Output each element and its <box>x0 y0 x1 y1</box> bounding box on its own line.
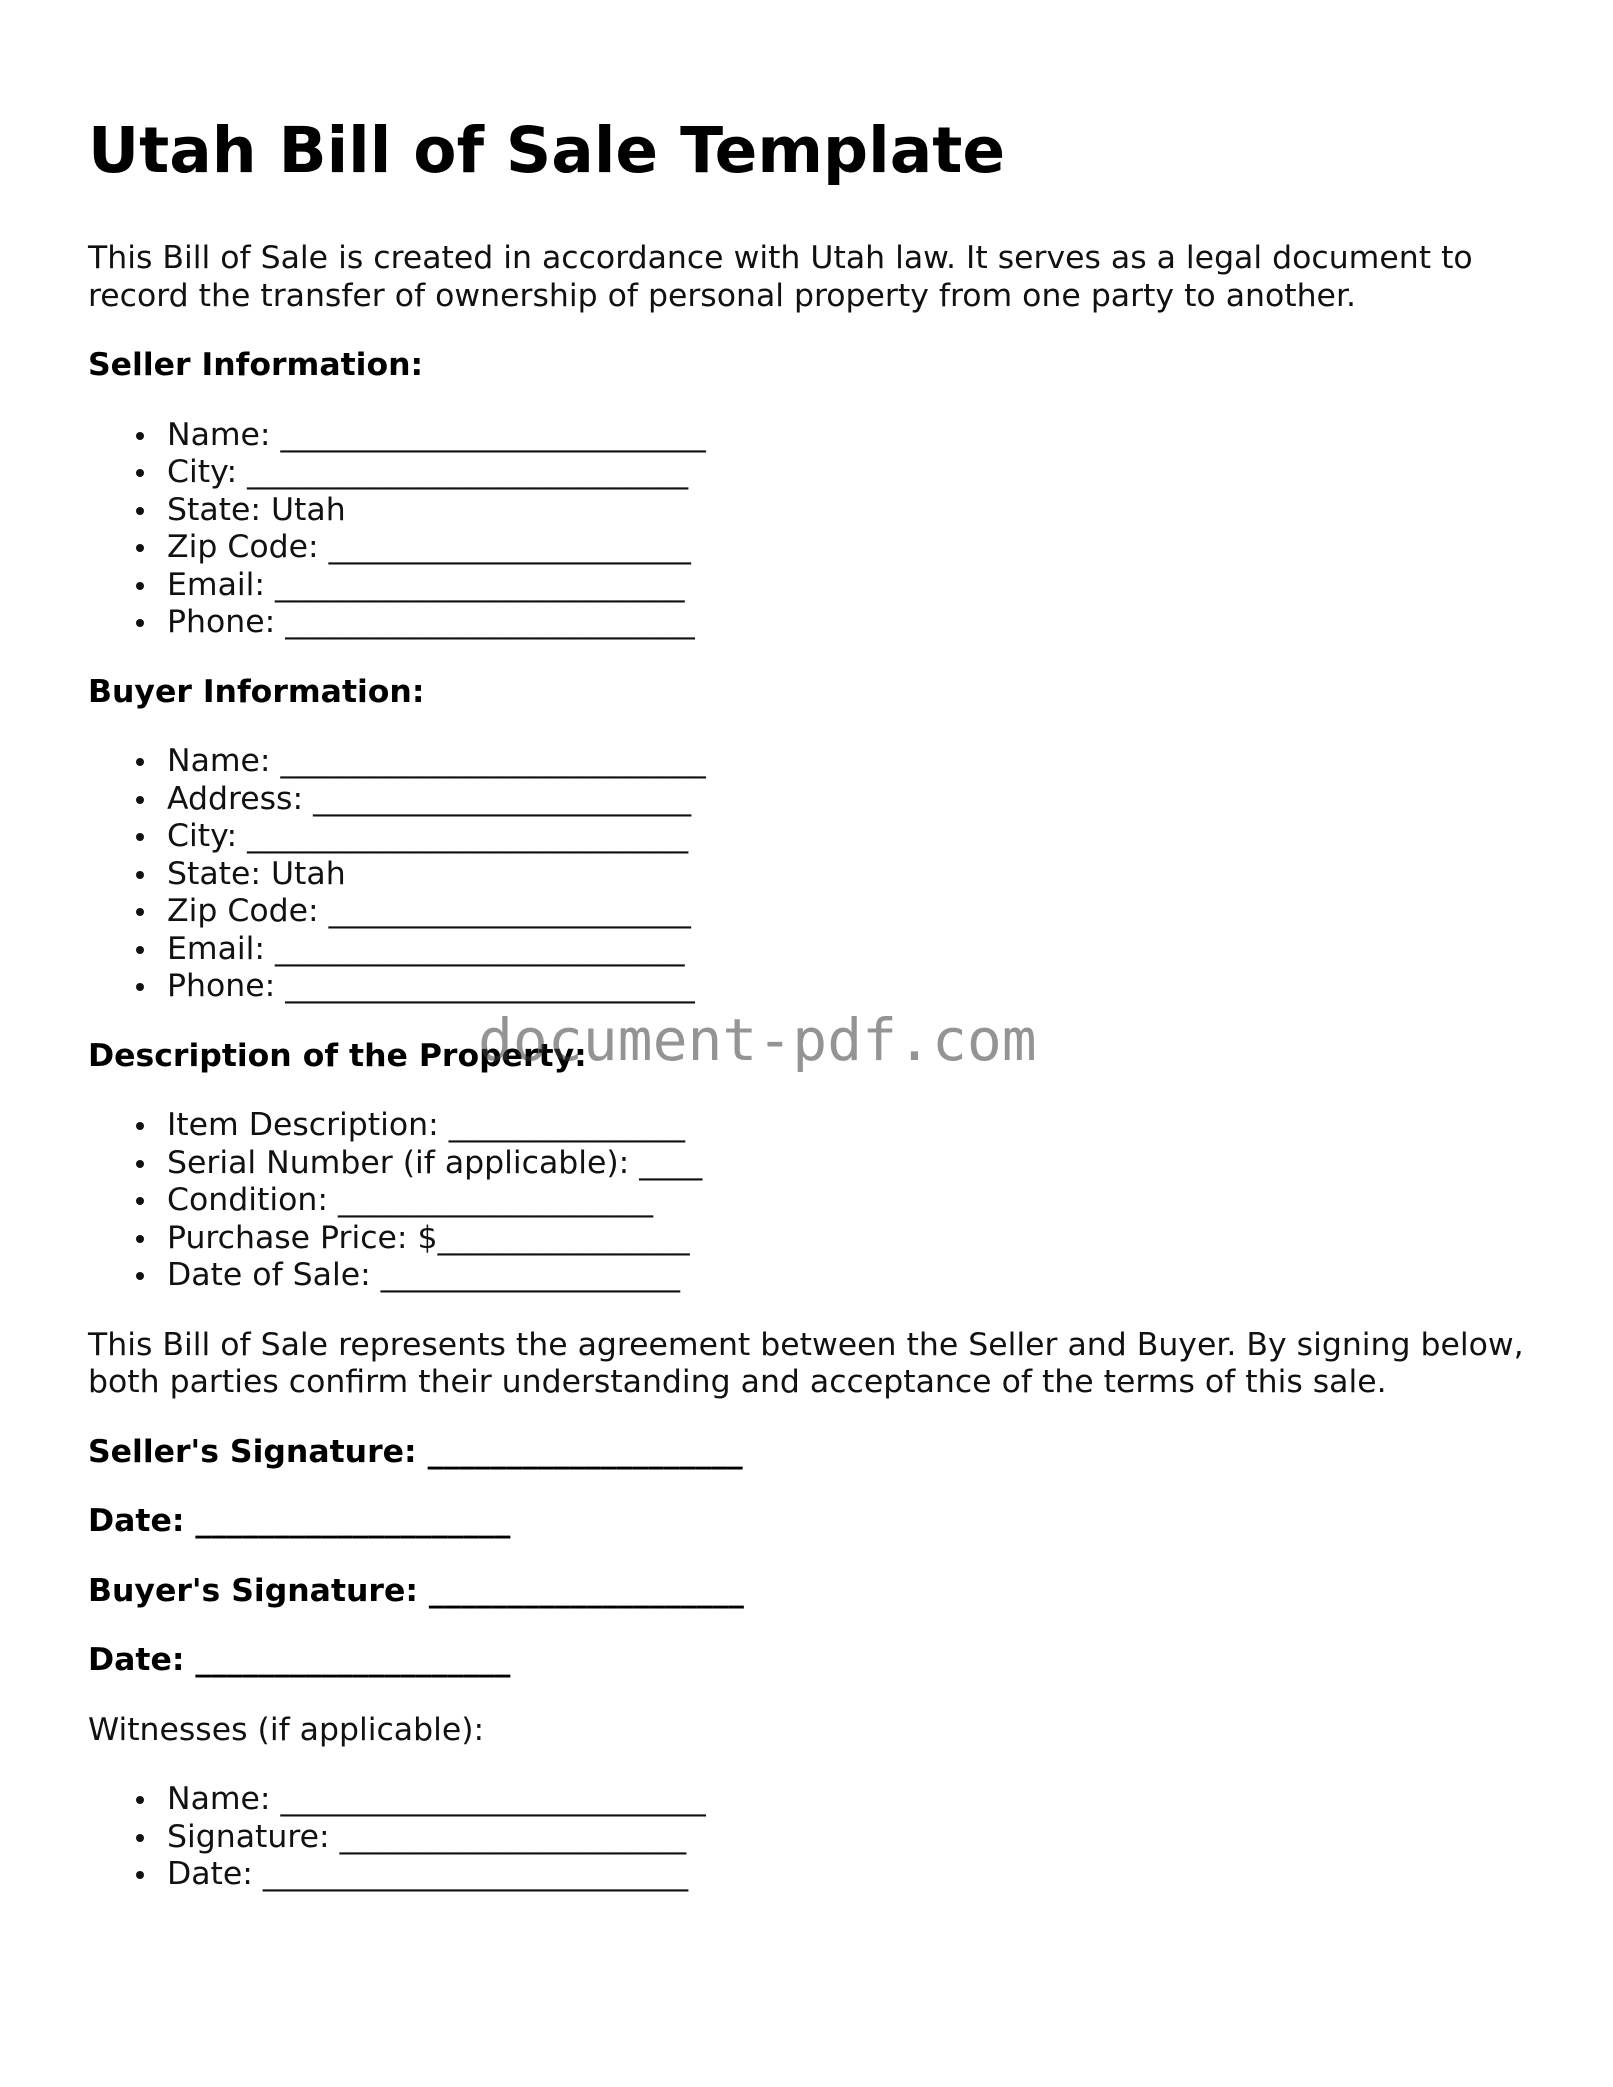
buyer-email-field: Email: __________________________ <box>88 931 1548 969</box>
buyer-address-field: Address: ________________________ <box>88 781 1548 819</box>
buyer-signature-line: Buyer's Signature: ____________________ <box>88 1572 744 1609</box>
seller-phone-field: Phone: __________________________ <box>88 604 1548 642</box>
buyer-field-list <box>88 743 1548 1006</box>
property-section-heading: Description of the Property: <box>88 1037 587 1074</box>
witnesses-heading: Witnesses (if applicable): <box>88 1711 485 1748</box>
buyer-phone-field: Phone: __________________________ <box>88 968 1548 1006</box>
serial-number-field: Serial Number (if applicable): ____ <box>88 1145 1548 1183</box>
buyer-name-field: Name: ___________________________ <box>88 743 1548 781</box>
item-description-field: Item Description: _______________ <box>88 1107 1548 1145</box>
witness-field-list <box>88 1781 1548 1894</box>
buyer-state-field: State: Utah <box>88 856 1548 894</box>
seller-city-field: City: ____________________________ <box>88 454 1548 492</box>
seller-zip-field: Zip Code: _______________________ <box>88 529 1548 567</box>
buyer-city-field: City: ____________________________ <box>88 818 1548 856</box>
seller-section-heading: Seller Information: <box>88 347 424 383</box>
buyer-date-line: Date: ____________________ <box>88 1642 511 1678</box>
purchase-price-field: Purchase Price: $________________ <box>88 1220 1548 1258</box>
page-title: Utah Bill of Sale Template <box>88 114 1006 187</box>
witness-date-field: Date: ___________________________ <box>88 1856 1548 1894</box>
date-of-sale-field: Date of Sale: ___________________ <box>88 1257 1548 1295</box>
seller-name-field: Name: ___________________________ <box>88 417 1548 455</box>
witness-signature-field: Signature: ______________________ <box>88 1819 1548 1857</box>
buyer-zip-field: Zip Code: _______________________ <box>88 893 1548 931</box>
document-page <box>88 112 1548 1926</box>
condition-field: Condition: ____________________ <box>88 1182 1548 1220</box>
buyer-section-heading: Buyer Information: <box>88 673 425 710</box>
seller-state-field: State: Utah <box>88 492 1548 530</box>
agreement-paragraph: This Bill of Sale represents the agreement between the Seller and Buyer. By signing below, both parties confirm their understanding and acceptance of the terms of this sale. <box>88 1326 1524 1400</box>
seller-field-list <box>88 417 1548 642</box>
property-field-list <box>88 1107 1548 1295</box>
intro-paragraph: This Bill of Sale is created in accordance with Utah law. It serves as a legal document to record the transfer of ownership of personal property from one party to another. <box>88 240 1473 314</box>
seller-signature-line: Seller's Signature: ____________________ <box>88 1433 743 1470</box>
watermark: document-pdf.com <box>478 1006 1037 1074</box>
seller-date-line: Date: ____________________ <box>88 1503 511 1539</box>
seller-email-field: Email: __________________________ <box>88 567 1548 605</box>
witness-name-field: Name: ___________________________ <box>88 1781 1548 1819</box>
